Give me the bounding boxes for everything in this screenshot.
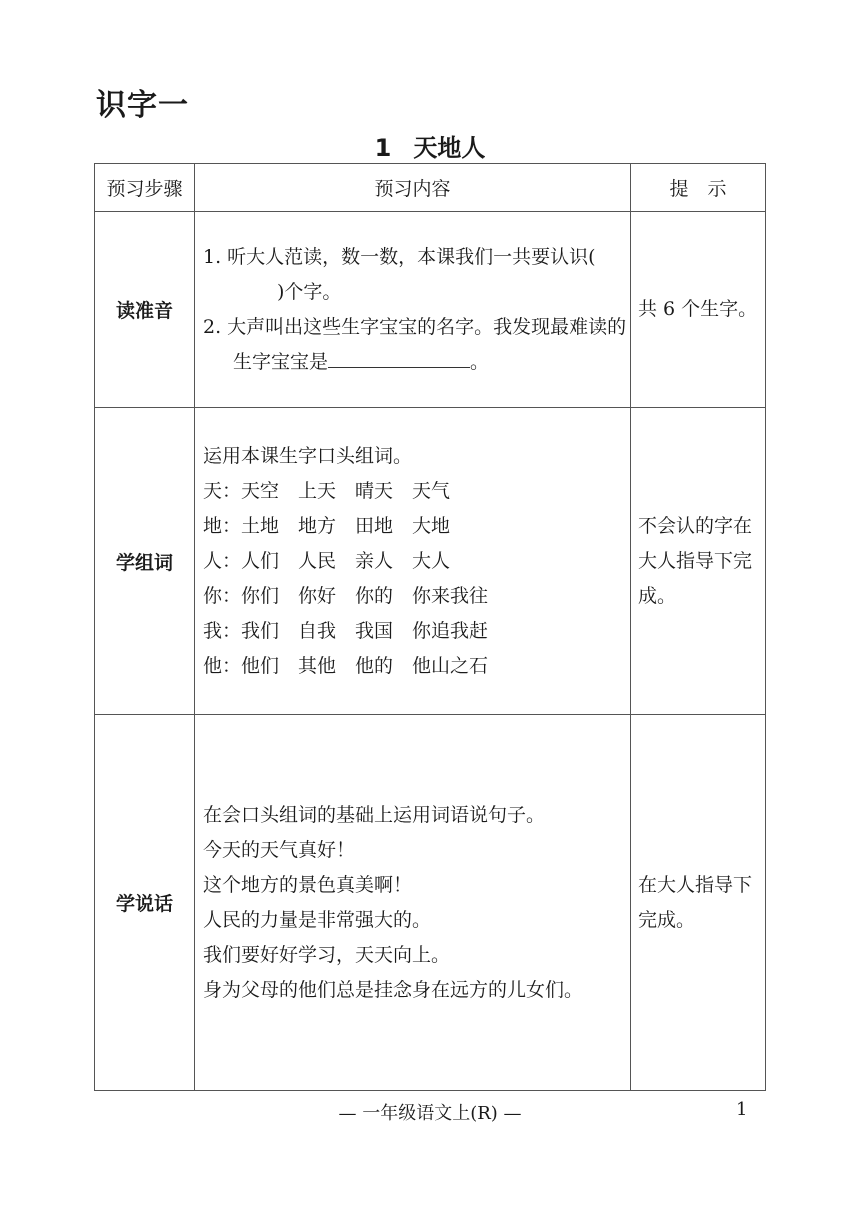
lesson-number: 1 [374,134,392,162]
page-number: 1 [736,1099,748,1120]
word-row: 地：土地 地方 田地 大地 [203,514,451,537]
word-row: 他：他们 其他 他的 他山之石 [203,654,489,677]
lesson-name: 天地人 [413,134,486,162]
table-header-row [95,164,766,212]
step-cell: 读准音 [95,212,195,408]
word-row: 人：人们 人民 亲人 大人 [203,549,451,572]
word-row: 你：你们 你好 你的 你来我往 [203,584,489,607]
tip-cell: 共 6 个生字。 [631,212,766,408]
content-cell [195,715,631,1091]
header-tip: 提 示 [631,164,766,212]
sentence-line: 身为父母的他们总是挂念身在远方的儿女们。 [203,978,584,1001]
sentence-line: 在会口头组词的基础上运用词语说句子。 [203,803,546,826]
sentence-line: 这个地方的景色真美啊！ [203,873,413,896]
list-item: 1. 听大人范读，数一数，本课我们一共要认识()个字。 [203,245,596,303]
sentence-line: 今天的天气真好！ [203,838,356,861]
table-row [95,715,766,1091]
table-row [95,212,766,408]
unit-title: 识字一 [96,88,189,123]
word-row: 天：天空 上天 晴天 天气 [203,479,451,502]
word-row: 我：我们 自我 我国 你追我赶 [203,619,489,642]
page-footer: — 一年级语文上(R) — [338,1103,522,1124]
table-row [95,408,766,715]
header-content: 预习内容 [195,164,631,212]
list-item: 2. 大声叫出这些生字宝宝的名字。我发现最难读的生字宝宝是 。 [203,315,627,373]
tip-cell: 不会认的字在大人指导下完成。 [631,408,766,715]
step-cell: 学组词 [95,408,195,715]
answer-blank[interactable] [328,347,470,368]
header-step: 预习步骤 [95,164,195,212]
step-cell: 学说话 [95,715,195,1091]
intro-text: 运用本课生字口头组词。 [203,444,413,467]
lesson-title [0,128,860,163]
content-cell [195,408,631,715]
sentence-line: 我们要好好学习，天天向上。 [203,943,451,966]
sentence-line: 人民的力量是非常强大的。 [203,908,432,931]
preview-table [94,163,766,1091]
content-cell [195,212,631,408]
tip-cell: 在大人指导下完成。 [631,715,766,1091]
